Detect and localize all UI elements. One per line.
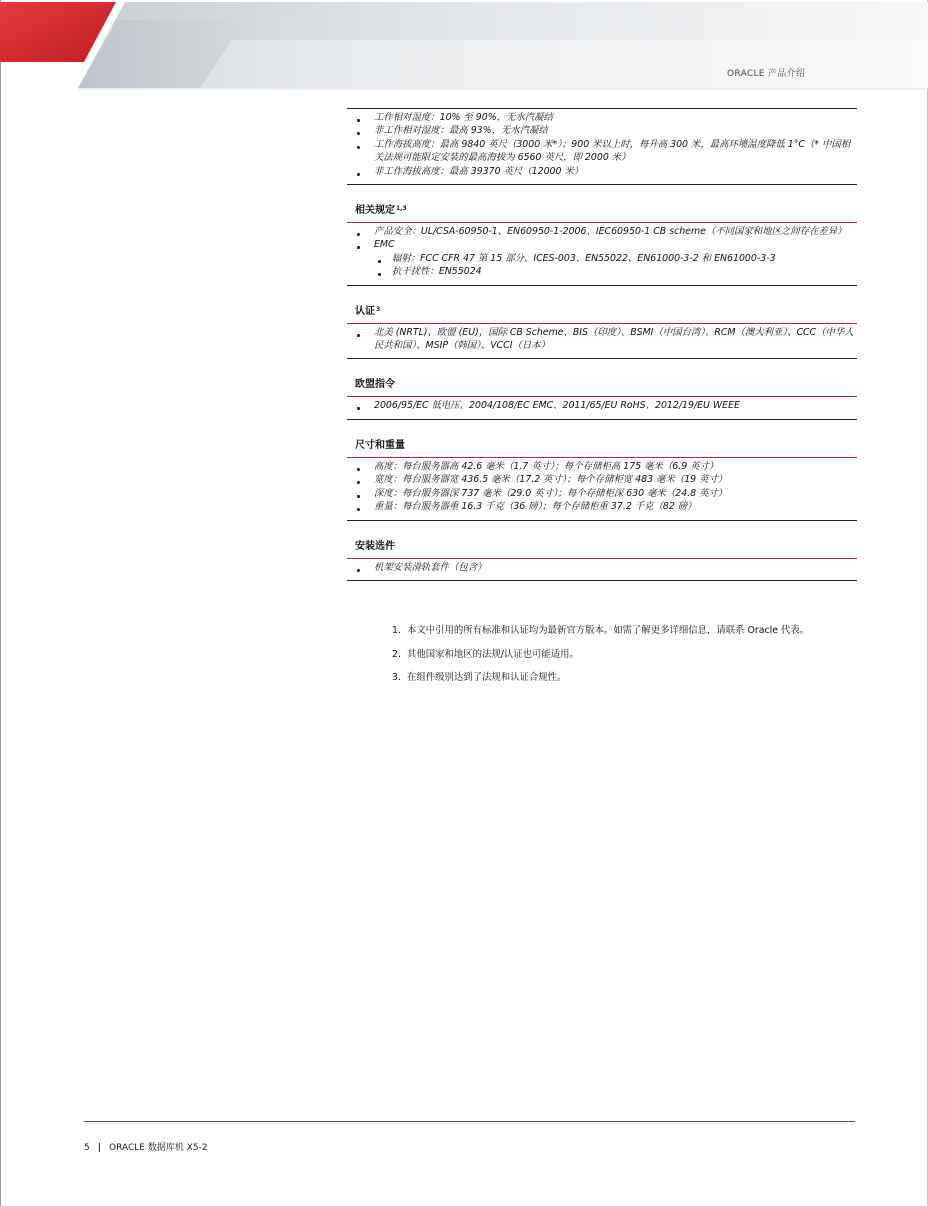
bullet-list — [347, 559, 857, 580]
page-border-left — [0, 0, 1, 1206]
section-title-footnote-ref: 3 — [376, 305, 381, 313]
list-item-text: 产品安全：UL/CSA-60950-1、EN60950-1-2006、IEC60950-1 CB scheme（不同国家和地区之间存在差异） — [374, 226, 847, 238]
footnote — [392, 648, 892, 661]
page-number: 5 — [84, 1143, 90, 1153]
section-title — [347, 439, 857, 458]
section-body — [347, 223, 857, 286]
footnote-text: 其他国家和地区的法规/认证也可能适用。 — [407, 648, 579, 660]
list-item — [347, 460, 857, 473]
section-title-text: 尺寸和重量 — [355, 439, 405, 451]
section-title — [347, 305, 857, 324]
footnote — [392, 671, 892, 684]
list-item-text: 非工作海拔高度：最高 39370 英尺（12000 米） — [374, 165, 584, 177]
section-bottom-rule — [347, 419, 857, 420]
section-title-text: 认证 — [355, 305, 375, 317]
list-item-text: 宽度：每台服务器宽 436.5 毫米（17.2 英寸）；每个存储柜宽 483 毫米（19 英寸） — [374, 474, 728, 486]
section-title — [347, 540, 857, 559]
header-banner — [0, 0, 928, 90]
footer-rule — [84, 1121, 855, 1122]
list-item-text: 工作相对湿度：10% 至 90%，无水汽凝结 — [374, 112, 553, 123]
bullet-list — [347, 458, 857, 520]
spec-content — [347, 108, 857, 581]
footnote-text: 在组件级别达到了法规和认证合规性。 — [407, 672, 567, 684]
section-body — [347, 458, 857, 521]
footnote-number: 2. — [392, 648, 401, 660]
section-bottom-rule — [347, 285, 857, 286]
list-item-text: 北美 (NRTL)、欧盟 (EU)，国际 CB Scheme、BIS（印度）、BSMI（中国台湾）、RCM（澳大利亚）、CCC（中华人民共和国）、MSIP（韩国）、VCCI（日本） — [374, 326, 854, 352]
header-title: ORACLE 产品介绍 — [727, 69, 806, 79]
list-item — [347, 124, 857, 137]
list-item — [347, 473, 857, 486]
footnote — [392, 624, 892, 637]
list-item-text: 高度：每台服务器高 42.6 毫米（1.7 英寸）；每个存储柜高 175 毫米（6.9 英寸） — [374, 460, 719, 472]
footnotes — [392, 624, 892, 695]
footer-doc-title: ORACLE 数据库机 X5-2 — [109, 1143, 208, 1153]
list-item-text: 非工作相对湿度：最高 93%，无水汽凝结 — [374, 125, 548, 137]
sub-bullet-list — [374, 252, 857, 279]
list-item — [347, 111, 857, 124]
section-body — [347, 324, 857, 360]
section-bottom-rule — [347, 520, 857, 521]
bullet-list — [347, 109, 857, 184]
bullet-list — [347, 324, 857, 359]
section-body — [347, 108, 857, 185]
list-item — [347, 500, 857, 513]
list-item — [347, 561, 857, 574]
footnote-number: 3. — [392, 672, 401, 684]
list-item — [347, 138, 857, 165]
footnote-text: 本文中引用的所有标准和认证均为最新官方版本。如需了解更多详细信息，请联系 Oracle 代表。 — [407, 625, 810, 636]
footnote-number: 1. — [392, 625, 401, 636]
bullet-list — [347, 223, 857, 285]
list-item-text: 机架安装滑轨套件（包含） — [374, 561, 487, 573]
section-bottom-rule — [347, 358, 857, 359]
bullet-list — [347, 397, 857, 418]
list-item-text: 2006/95/EC 低电压、2004/108/EC EMC、2011/65/EU RoHS、2012/19/EU WEEE — [374, 400, 740, 412]
section-title-footnote-ref: 1,3 — [396, 205, 407, 213]
list-item-text: 重量：每台服务器重 16.3 千克（36 磅）；每个存储柜重 37.2 千克（82 磅） — [374, 501, 697, 513]
footer-separator: | — [97, 1143, 102, 1153]
list-item — [347, 487, 857, 500]
section-body — [347, 397, 857, 419]
list-item — [347, 225, 857, 238]
page-footer — [84, 1140, 208, 1153]
list-item — [347, 326, 857, 353]
list-item — [347, 399, 857, 412]
sub-list-item: 抗干扰性：EN55024 — [374, 265, 857, 278]
list-item-text: 工作海拔高度：最高 9840 英尺（3000 米*）；900 米以上时，每升高 300 米，最高环境温度降低 1°C（* 中国相关法规可能限定安装的最高海拔为 6560 英尺，即 2000 米） — [374, 138, 851, 164]
section-title-text: 安装选件 — [355, 540, 395, 552]
section-body — [347, 559, 857, 581]
section-title — [347, 204, 857, 223]
section-title-text: 欧盟指令 — [355, 379, 395, 391]
section-title-text: 相关规定 — [355, 205, 395, 217]
list-item-text: 深度：每台服务器深 737 毫米（29.0 英寸）；每个存储柜深 630 毫米（24.8 英寸） — [374, 487, 728, 499]
section-bottom-rule — [347, 580, 857, 581]
list-item — [347, 238, 857, 278]
sub-list-item: 辐射：FCC CFR 47 第 15 部分、ICES-003、EN55022、EN61000-3-2 和 EN61000-3-3 — [374, 252, 857, 265]
list-item-text: EMC — [374, 239, 395, 251]
section-bottom-rule — [347, 184, 857, 185]
list-item — [347, 165, 857, 178]
section-title — [347, 378, 857, 397]
